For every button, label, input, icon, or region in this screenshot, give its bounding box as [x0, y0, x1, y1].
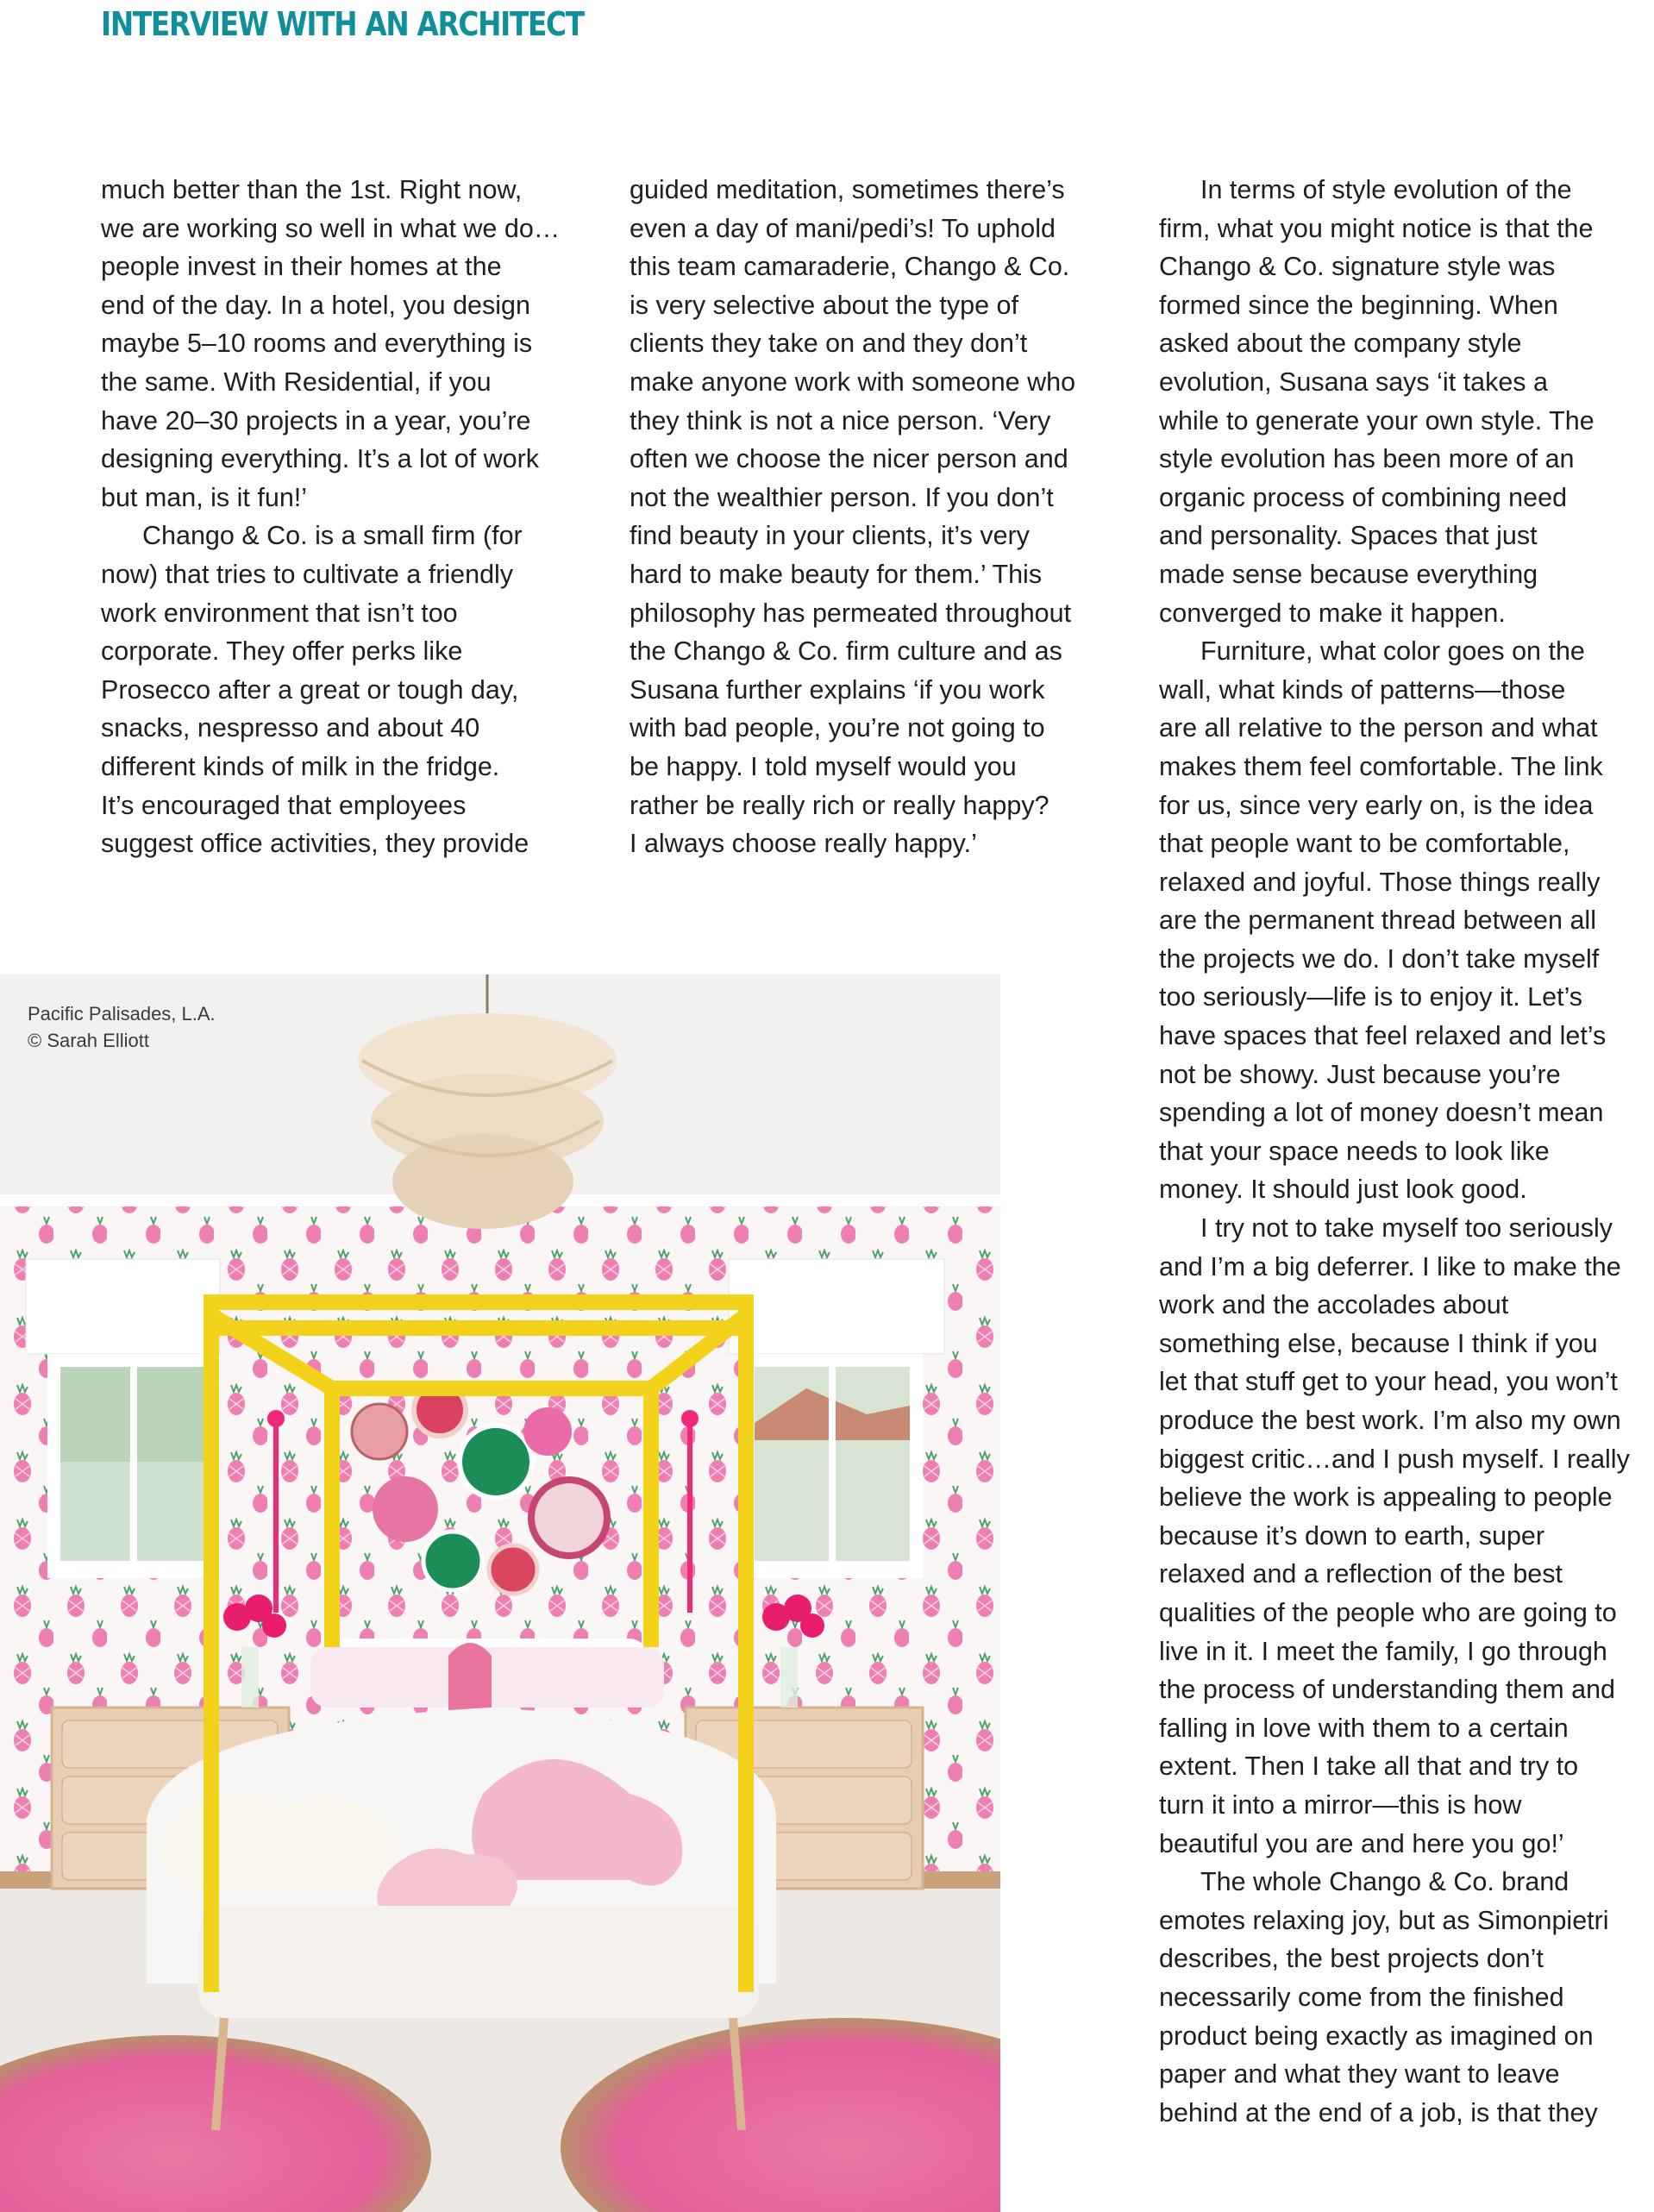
text-line: corporate. They offer perks like [101, 636, 463, 667]
caption-location: Pacific Palisades, L.A. [28, 1003, 216, 1025]
text-line: Chango & Co. is a small firm (for [142, 521, 523, 551]
text-line: because it’s down to earth, super [1159, 1520, 1545, 1551]
text-line: wall, what kinds of patterns—those [1159, 674, 1566, 705]
text-line: emotes relaxing joy, but as Simonpietri [1159, 1905, 1609, 1935]
text-line: much better than the 1st. Right now, [101, 175, 523, 204]
text-line: produce the best work. I’m also my own [1159, 1406, 1621, 1435]
text-line: we are working so well in what we do… [101, 213, 561, 243]
text-line: falling in love with them to a certain [1159, 1713, 1569, 1743]
text-line: are the permanent thread between all [1159, 905, 1596, 936]
text-line: but man, is it fun!’ [101, 482, 308, 512]
text-column-3 [1159, 171, 1630, 2132]
text-line: made sense because everything [1159, 559, 1538, 589]
text-line: necessarily come from the finished [1159, 1982, 1564, 2012]
text-line: hard to make beauty for them.’ This [630, 559, 1043, 589]
text-line: relaxed and joyful. Those things really [1159, 867, 1601, 897]
text-line: people invest in their homes at the [101, 252, 502, 282]
text-line: paper and what they want to leave [1159, 2059, 1560, 2090]
text-line: is very selective about the type of [630, 290, 1018, 320]
text-line: style evolution has been more of an [1159, 444, 1575, 474]
text-line: the process of understanding them and [1159, 1675, 1616, 1705]
text-line: even a day of mani/pedi’s! To uphold [630, 213, 1056, 243]
text-line: organic process of combining need [1159, 482, 1568, 512]
text-line: and personality. Spaces that just [1159, 521, 1538, 551]
text-line: live in it. I meet the family, I go through [1159, 1636, 1607, 1666]
text-line: maybe 5–10 rooms and everything is [101, 329, 533, 359]
text-line: work environment that isn’t too [101, 598, 458, 628]
text-line: have 20–30 projects in a year, you’re [101, 405, 531, 436]
bedroom-illustration [0, 974, 1000, 2212]
text-line: too seriously—life is to enjoy it. Let’s [1159, 982, 1583, 1012]
text-line: It’s encouraged that employees [101, 790, 467, 820]
text-line: Chango & Co. signature style was [1159, 252, 1556, 282]
text-line: Prosecco after a great or tough day, [101, 674, 519, 705]
text-line: designing everything. It’s a lot of work [101, 444, 540, 474]
text-line: have spaces that feel relaxed and let’s [1159, 1021, 1607, 1051]
text-line: work and the accolades about [1159, 1290, 1509, 1320]
text-line: now) that tries to cultivate a friendly [101, 559, 514, 589]
text-line: asked about the company style [1159, 329, 1522, 359]
text-line: extent. Then I take all that and try to [1159, 1751, 1579, 1782]
text-line: for us, since very early on, is the idea [1159, 790, 1594, 820]
text-line: the same. With Residential, if you [101, 367, 492, 397]
text-line: relaxed and a reflection of the best [1159, 1559, 1563, 1589]
text-line: philosophy has permeated throughout [630, 598, 1072, 628]
text-line: be happy. I told myself would you [630, 751, 1017, 781]
text-line: qualities of the people who are going to [1159, 1597, 1617, 1627]
text-line: often we choose the nicer person and [630, 444, 1068, 474]
text-line: beautiful you are and here you go!’ [1159, 1828, 1564, 1858]
text-line: different kinds of milk in the fridge. [101, 751, 500, 781]
text-line: the projects we do. I don’t take myself [1159, 943, 1600, 974]
text-line: with bad people, you’re not going to [630, 713, 1045, 743]
text-line: they think is not a nice person. ‘Very [630, 405, 1051, 436]
text-line: rather be really rich or really happy? [630, 790, 1049, 820]
text-line: product being exactly as imagined on [1159, 2021, 1594, 2051]
photo-caption [28, 1000, 216, 1054]
bedroom-photo [0, 974, 1000, 2212]
text-line: Susana further explains ‘if you work [630, 674, 1045, 705]
text-line: Furniture, what color goes on the [1200, 636, 1585, 667]
text-line: evolution, Susana says ‘it takes a [1159, 367, 1548, 397]
text-line: In terms of style evolution of the [1200, 175, 1572, 204]
text-line: that your space needs to look like [1159, 1136, 1550, 1166]
text-line: guided meditation, sometimes there’s [630, 175, 1065, 204]
text-line: the Chango & Co. firm culture and as [630, 636, 1062, 667]
text-line: believe the work is appealing to people [1159, 1482, 1613, 1513]
text-line: snacks, nespresso and about 40 [101, 713, 480, 743]
text-line: The whole Chango & Co. brand [1200, 1867, 1569, 1897]
caption-credit: © Sarah Elliott [28, 1030, 149, 1051]
text-line: turn it into a mirror—this is how [1159, 1789, 1522, 1820]
text-line: I always choose really happy.’ [630, 829, 977, 859]
text-line: money. It should just look good. [1159, 1175, 1527, 1205]
text-line: biggest critic…and I push myself. I really [1159, 1444, 1630, 1474]
text-line: clients they take on and they don’t [630, 329, 1028, 359]
text-line: find beauty in your clients, it’s very [630, 521, 1030, 551]
text-line: converged to make it happen. [1159, 598, 1506, 628]
text-line: describes, the best projects don’t [1159, 1944, 1544, 1974]
text-line: I try not to take myself too seriously [1200, 1213, 1613, 1244]
text-line: while to generate your own style. The [1159, 405, 1594, 436]
text-line: that people want to be comfortable, [1159, 829, 1570, 859]
text-line: firm, what you might notice is that the [1159, 213, 1594, 243]
text-line: spending a lot of money doesn’t mean [1159, 1098, 1604, 1128]
text-line: formed since the beginning. When [1159, 290, 1558, 320]
text-column-2 [630, 171, 1075, 863]
text-line: end of the day. In a hotel, you design [101, 290, 530, 320]
text-line: let that stuff get to your head, you won’t [1159, 1367, 1618, 1397]
section-header: INTERVIEW WITH AN ARCHITECT [101, 5, 584, 43]
text-column-1 [101, 171, 560, 863]
text-line: makes them feel comfortable. The link [1159, 751, 1603, 781]
text-line: are all relative to the person and what [1159, 713, 1598, 743]
text-line: this team camaraderie, Chango & Co. [630, 252, 1070, 282]
text-line: not the wealthier person. If you don’t [630, 482, 1054, 512]
text-line: make anyone work with someone who [630, 367, 1076, 397]
text-line: behind at the end of a job, is that they [1159, 2097, 1598, 2127]
text-line: something else, because I think if you [1159, 1328, 1598, 1358]
text-line: not be showy. Just because you’re [1159, 1059, 1561, 1089]
text-line: and I’m a big deferrer. I like to make the [1159, 1251, 1621, 1281]
text-line: suggest office activities, they provide [101, 829, 529, 859]
